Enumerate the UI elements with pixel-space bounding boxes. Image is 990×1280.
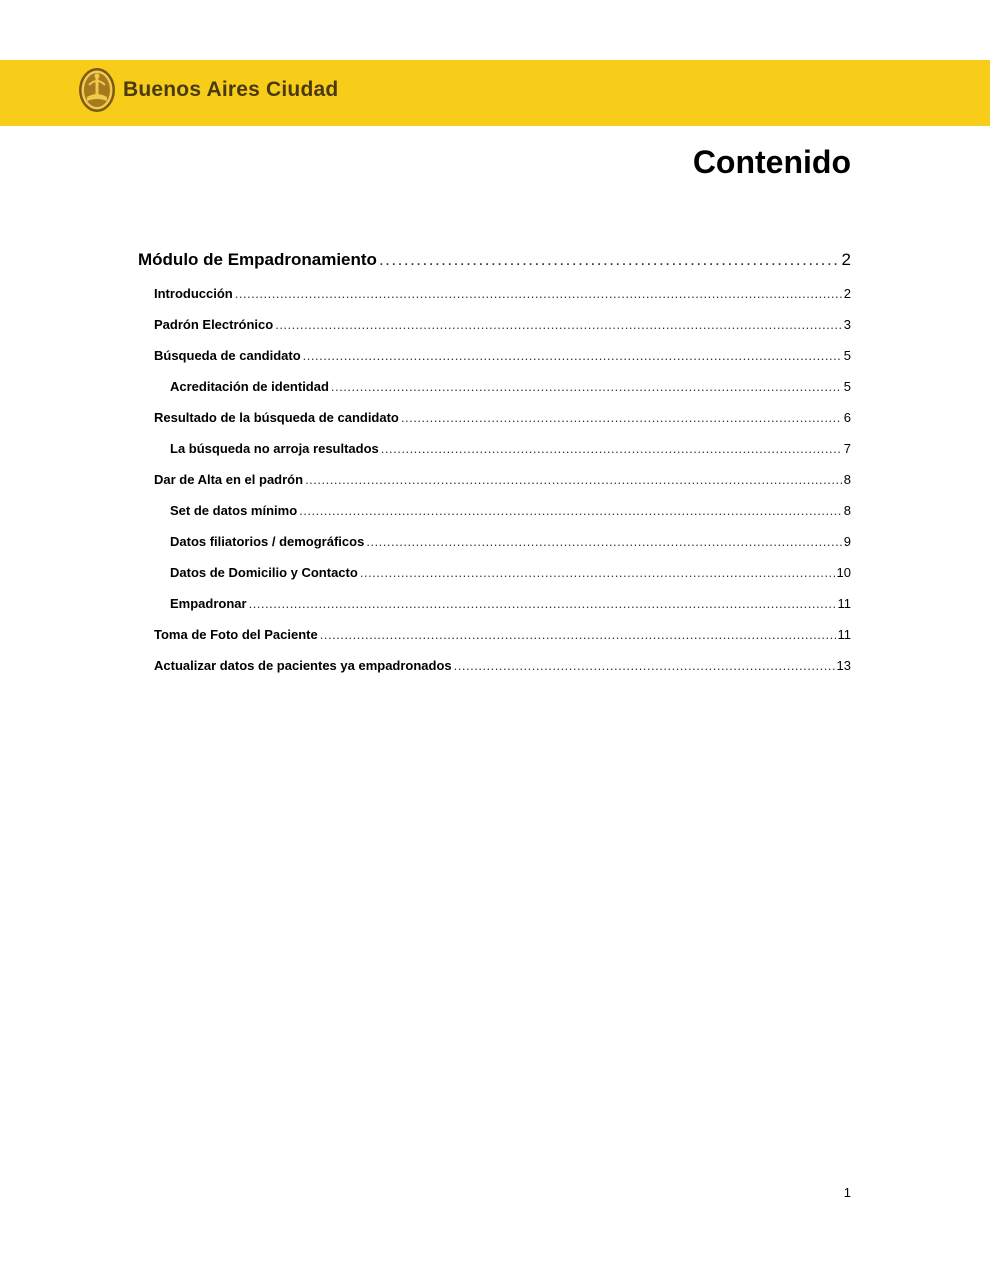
toc-entry-page: 2 [843,286,851,301]
toc-entry-page: 11 [837,596,851,611]
toc-entry-page: 11 [837,627,851,642]
toc-entry-title: Módulo de Empadronamiento [138,250,377,269]
toc-entry[interactable] [138,619,851,650]
dot-leader [381,433,842,464]
toc-entry[interactable] [138,433,851,464]
toc-entry-page: 13 [836,658,851,673]
toc-entry-page: 3 [843,317,851,332]
dot-leader [401,402,842,433]
dot-leader [275,309,842,340]
toc-entry-page: 9 [843,534,851,549]
page-title: Contenido [692,144,851,180]
toc-entry-page: 6 [843,410,851,425]
toc-entry[interactable] [138,495,851,526]
toc-entry[interactable] [138,309,851,340]
dot-leader [305,464,842,495]
toc-entry[interactable] [138,340,851,371]
toc-entry-page: 10 [836,565,851,580]
dot-leader [299,495,842,526]
toc-entry-title: Datos filiatorios / demográficos [170,534,365,549]
toc-entry-title: Acreditación de identidad [170,379,329,394]
dot-leader [249,588,836,619]
toc-entry-title: La búsqueda no arroja resultados [170,441,379,456]
toc-entry[interactable] [138,245,851,275]
page-number: 1 [843,1185,851,1200]
toc-entry[interactable] [138,526,851,557]
dot-leader [366,526,841,557]
toc-entry[interactable] [138,588,851,619]
toc-entry-title: Búsqueda de candidato [154,348,301,363]
toc-entry-title: Resultado de la búsqueda de candidato [154,410,399,425]
toc-entry[interactable] [138,464,851,495]
toc-entry-title: Dar de Alta en el padrón [154,472,304,487]
toc-entry-title: Toma de Foto del Paciente [154,627,318,642]
dot-leader [235,278,842,309]
toc-entry[interactable] [138,402,851,433]
toc-entry-title: Padrón Electrónico [154,317,274,332]
table-of-contents [138,245,851,681]
toc-entry-title: Actualizar datos de pacientes ya empadronados [154,658,452,673]
dot-leader [454,650,835,681]
toc-entry-page: 5 [843,348,851,363]
toc-entry[interactable] [138,371,851,402]
toc-entry-title: Empadronar [170,596,247,611]
toc-entry-title: Set de datos mínimo [170,503,298,518]
toc-entry[interactable] [138,557,851,588]
toc-entry-page: 2 [841,250,851,269]
toc-entry-page: 5 [843,379,851,394]
dot-leader [303,340,842,371]
brand-logo [78,67,338,113]
toc-entry-page: 8 [843,472,851,487]
dot-leader [320,619,836,650]
toc-entry[interactable] [138,650,851,681]
toc-entry-page: 8 [843,503,851,518]
dot-leader [331,371,842,402]
brand-name: Buenos Aires Ciudad [123,78,339,101]
dot-leader [360,557,835,588]
toc-entry-title: Datos de Domicilio y Contacto [170,565,358,580]
toc-entry-page: 7 [843,441,851,456]
city-seal-icon [78,67,116,113]
toc-entry-title: Introducción [154,286,233,301]
toc-entry[interactable] [138,278,851,309]
dot-leader [379,245,840,275]
